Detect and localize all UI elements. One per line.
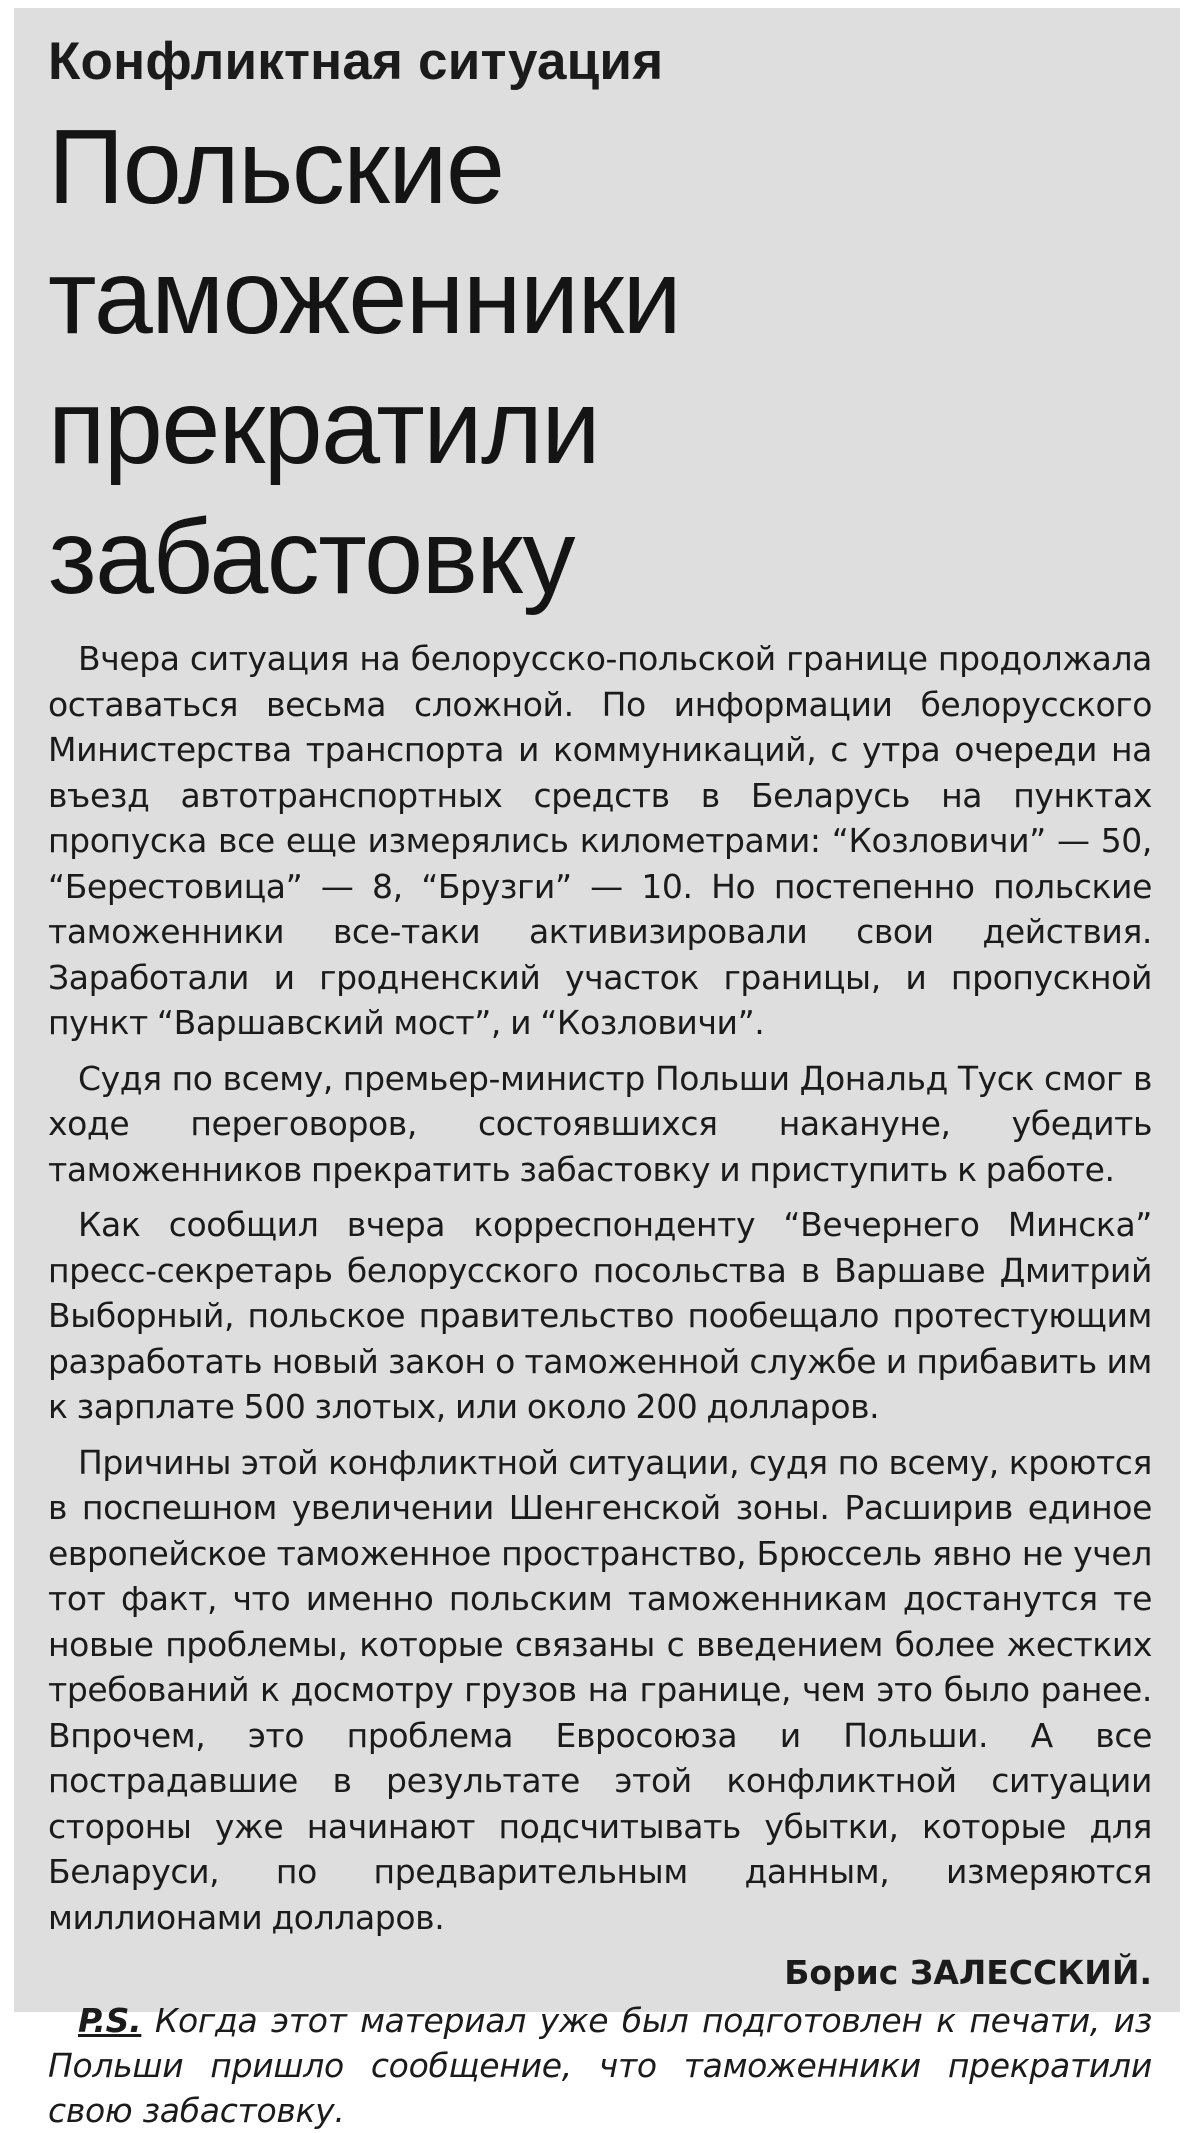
paragraph-2: Судя по всему, премьер-министр Польши Дональд Туск смог в ходе переговоров, состоявшихся накануне, убедить таможенников прекратить забастовку и приступить к работе. <box>48 1058 1152 1189</box>
postscript <box>48 1998 1152 2133</box>
postscript-label: P.S. <box>78 2001 142 2040</box>
author-first-name: Борис <box>784 1953 899 1992</box>
headline-line-1: Польские таможенники <box>48 108 681 356</box>
headline <box>48 102 1152 622</box>
author-signature <box>48 1950 1152 1996</box>
paragraph-3: Как сообщил вчера корреспонденту “Вечернего Минска” пресс-секретарь белорусского посольства в Варшаве Дмитрий Выборный, польское правительство пообещало протестующим разработать новый закон о таможенной службе и прибавить им к зарплате 500 злотых, или около 200 долларов. <box>48 1205 1152 1426</box>
headline-line-2: прекратили забастовку <box>48 368 600 616</box>
paragraph-1: Вчера ситуация на белорусско-польской границе продолжала оставаться весьма сложной. По информации белорусского Министерства транспорта и коммуникаций, с утра очереди на въезд автотранспортных средств в Беларусь на пунктах пропуска все еще измерялись километрами: “Козловичи” — 50, “Берестовица” — 8, “Брузги” — 10. Но постепенно польские таможенники все-таки активизировали свои действия. Заработали и гродненский участок границы, и пропускной пункт “Варшавский мост”, и “Козловичи”. <box>48 639 1152 1042</box>
newspaper-clipping <box>14 8 1180 2130</box>
rubric: Конфликтная ситуация <box>48 32 664 91</box>
article-body <box>48 636 1152 1940</box>
postscript-text: Когда этот материал уже был подготовлен к печати, из Польши пришло сообщение, что таможенники прекратили свою забастовку. <box>48 2001 1152 2130</box>
paragraph-4: Причины этой конфликтной ситуации, судя по всему, кроются в поспешном увеличении Шенгенской зоны. Расширив единое европейское таможенное пространство, Брюссель явно не учел тот факт, что именно польским таможенникам достанутся те новые проблемы, которые связаны с введением более жестких требований к досмотру грузов на границе, чем это было ранее. Впрочем, это проблема Евросоюза и Польши. А все пострадавшие в результате этой конфликтной ситуации стороны уже начинают подсчитывать убытки, которые для Беларуси, по предварительным данным, измеряются миллионами долларов. <box>48 1442 1152 1937</box>
author-last-name: ЗАЛЕССКИЙ. <box>909 1953 1152 1992</box>
